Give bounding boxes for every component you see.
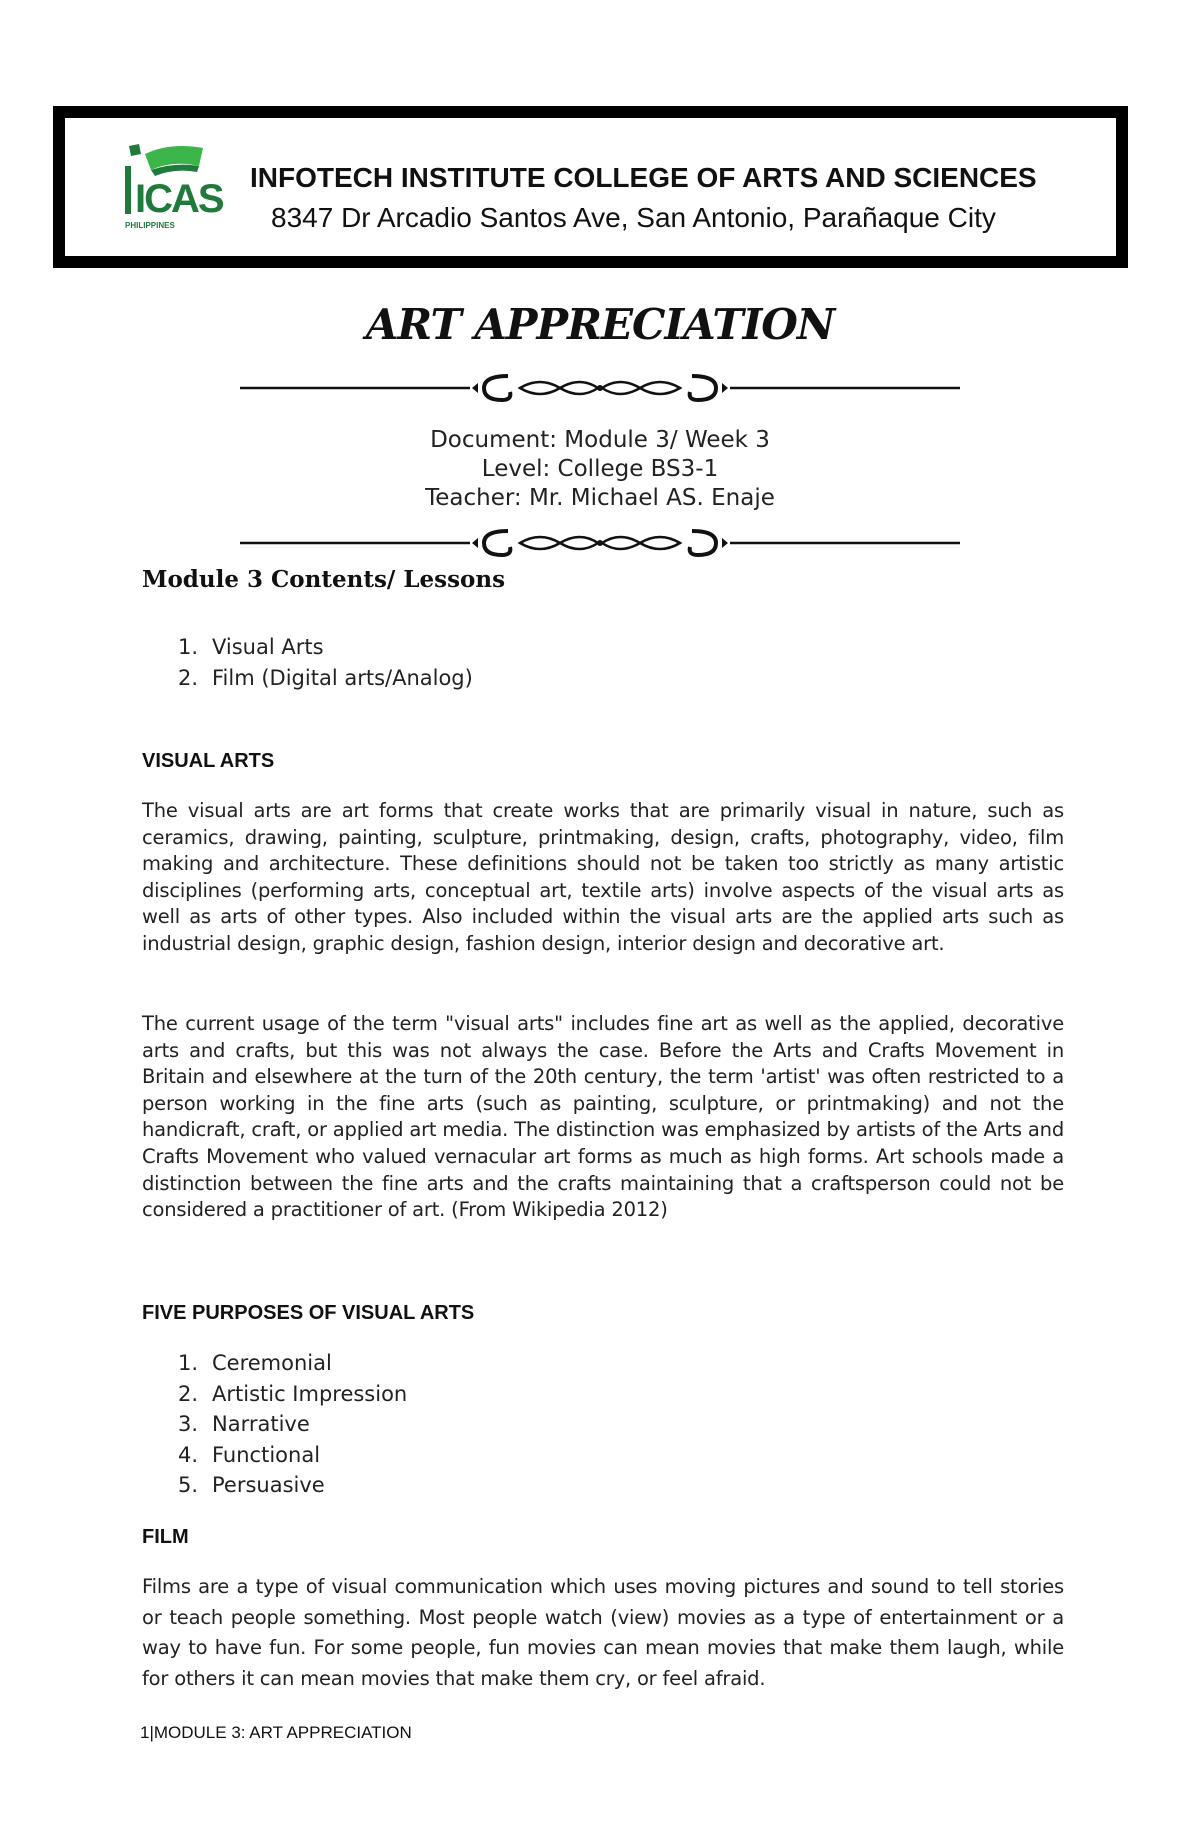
list-item: 2. Film (Digital arts/Analog) <box>177 665 473 690</box>
visual-arts-paragraph-1: The visual arts are art forms that create works that are primarily visual in nature, such as ceramics, drawing, painting, sculpture, printmaking, design, crafts, photography, video, film making and architecture. These definitions should not be taken too strictly as many artistic disciplines (performing arts, conceptual art, textile arts) involve aspects of the visual arts as well as arts of other types. Also included within the visual arts are the applied arts such as industrial design, graphic design, fashion design, interior design and decorative art. <box>142 799 1064 955</box>
ornamental-divider-icon <box>240 368 960 408</box>
visual-arts-paragraph-2: The current usage of the term "visual arts" includes fine art as well as the applied, decorative arts and crafts, but this was not always the case. Before the Arts and Crafts Movement in Britain and elsewhere at the turn of the 20th century, the term 'artist' was often restricted to a person working in the fine arts (such as painting, sculpture, or printmaking) and not the handicraft, craft, or applied art media. The distinction was emphasized by artists of the Arts and Crafts Movement who valued vernacular art forms as much as high forms. Art schools made a distinction between the fine arts and the crafts maintaining that a craftsperson could not be considered a practitioner of art. (From Wikipedia 2012) <box>142 1012 1064 1222</box>
film-heading: FILM <box>142 1526 189 1548</box>
institution-header <box>53 106 1128 268</box>
institution-address: 8347 Dr Arcadio Santos Ave, San Antonio, Parañaque City <box>271 202 996 233</box>
contents-heading: Module 3 Contents/ Lessons <box>142 566 506 593</box>
logo-subtext: PHILIPPINES <box>125 221 175 230</box>
ornamental-divider-icon <box>240 523 960 563</box>
list-item: 4. Functional <box>177 1442 321 1467</box>
logo-wordmark: ICAS <box>135 177 223 221</box>
list-item: 2. Artistic Impression <box>177 1381 408 1406</box>
purposes-heading: FIVE PURPOSES OF VISUAL ARTS <box>142 1302 475 1324</box>
list-item: 1. Visual Arts <box>177 635 324 659</box>
teacher-label: Teacher: Mr. Michael AS. Enaje <box>425 485 775 511</box>
contents-list <box>142 632 473 693</box>
list-item: 5. Persuasive <box>177 1473 325 1497</box>
purposes-list <box>142 1348 407 1501</box>
film-paragraph: Films are a type of visual communication which uses moving pictures and sound to tell stories or teach people something. Most people watch (view) movies as a type of entertainment or a way to have fun. For some people, fun movies can mean movies that make them laugh, while for others it can mean movies that make them cry, or feel afraid. <box>142 1575 1064 1690</box>
page-footer: 1|MODULE 3: ART APPRECIATION <box>140 1723 412 1742</box>
document-title: ART APPRECIATION <box>365 300 835 349</box>
list-item: 3. Narrative <box>177 1412 310 1436</box>
document-label: Document: Module 3/ Week 3 <box>430 427 770 453</box>
list-item: 1. Ceremonial <box>177 1351 332 1375</box>
institution-name: INFOTECH INSTITUTE COLLEGE OF ARTS AND SCIENCES <box>250 162 1037 193</box>
visual-arts-heading: VISUAL ARTS <box>142 750 275 772</box>
school-logo <box>115 140 225 240</box>
icas-logo-icon <box>115 140 225 240</box>
level-label: Level: College BS3-1 <box>481 456 719 482</box>
